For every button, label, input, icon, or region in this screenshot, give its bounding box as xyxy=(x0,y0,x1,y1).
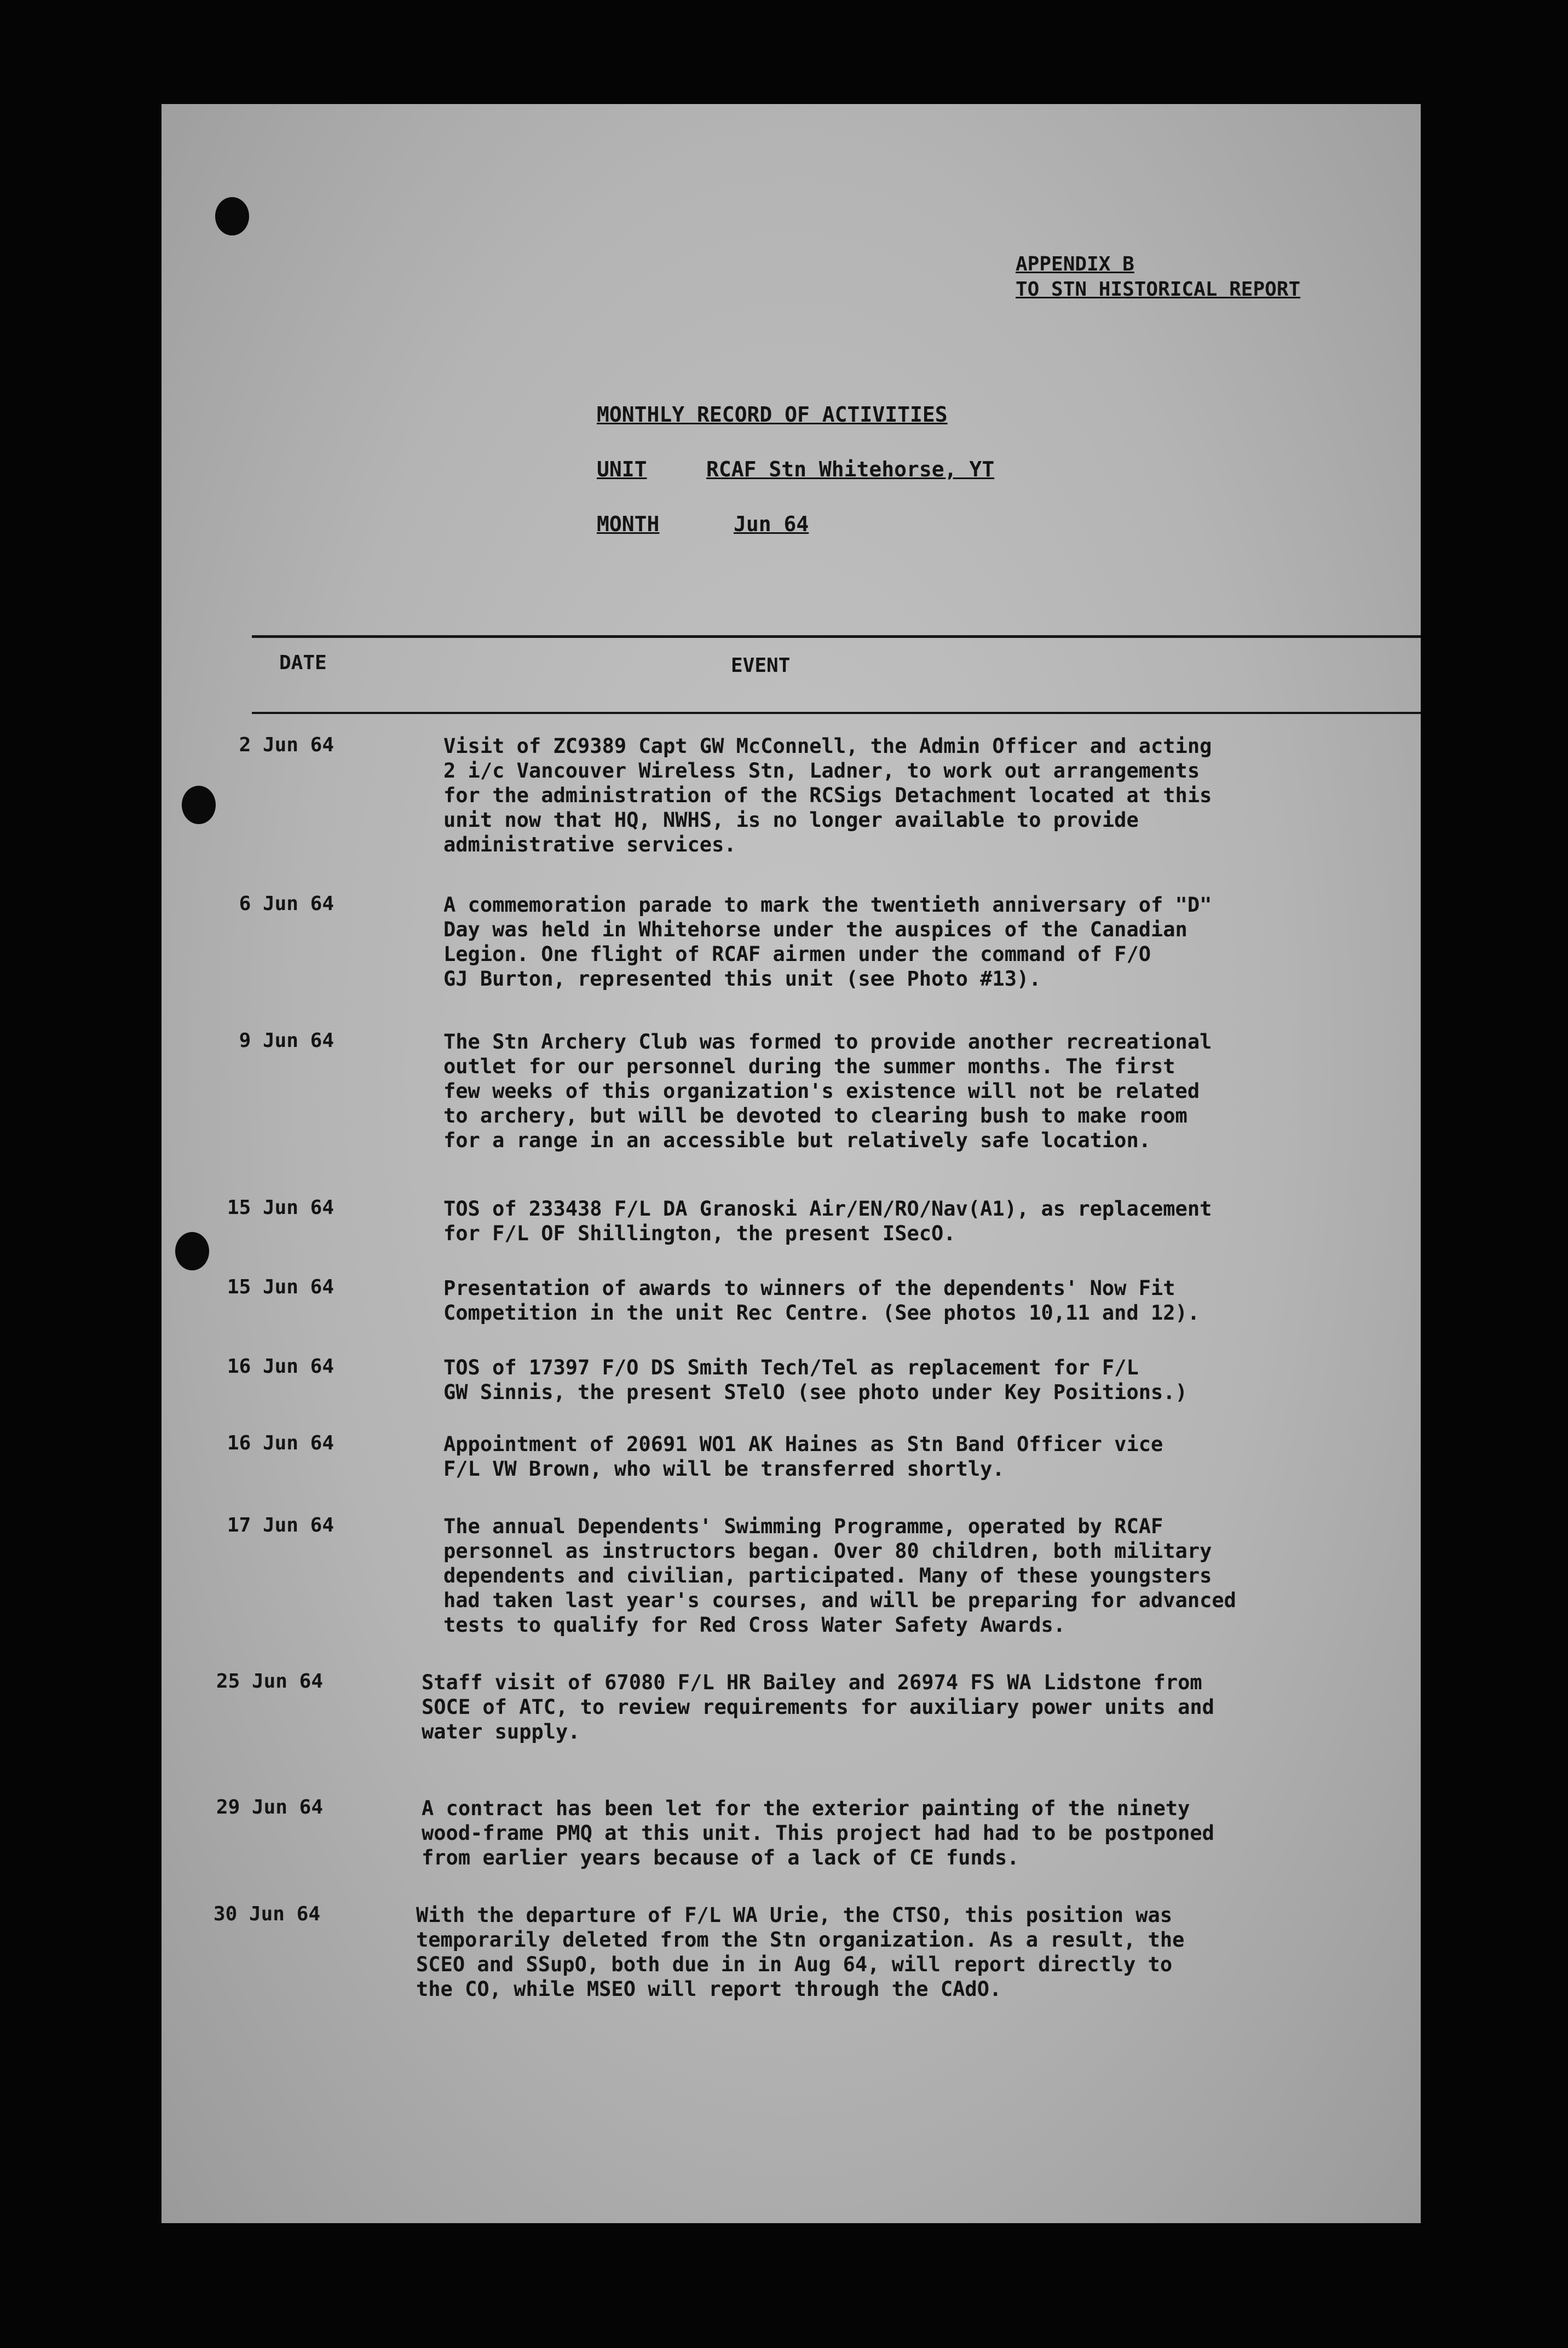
entry-event-line: wood-frame PMQ at this unit. This project had had to be postponed xyxy=(422,1821,1214,1845)
entry-event-line: TOS of 233438 F/L DA Granoski Air/EN/RO/Nav(A1), as replacement xyxy=(443,1197,1212,1221)
document-page xyxy=(162,104,1421,2223)
month-value: Jun 64 xyxy=(734,512,809,536)
entry-event-text xyxy=(422,1670,1421,1744)
month-label: MONTH xyxy=(597,512,660,536)
punch-hole-lower xyxy=(175,1232,209,1270)
entry-event-line: A contract has been let for the exterior painting of the ninety xyxy=(422,1797,1190,1820)
entry-event-line: GW Sinnis, the present STelO (see photo under Key Positions.) xyxy=(443,1380,1187,1404)
date-column-header: DATE xyxy=(279,652,327,674)
entry-event-text xyxy=(443,1029,1421,1153)
entry-event-line: for a range in an accessible but relatively safe location. xyxy=(443,1129,1151,1152)
table-top-rule xyxy=(252,635,1421,638)
entry-event-line: personnel as instructors began. Over 80 children, both military xyxy=(443,1539,1212,1563)
entry-event-line: the CO, while MSEO will report through the CAdO. xyxy=(416,1977,1002,2001)
entry-event-text xyxy=(443,1432,1421,1481)
punch-hole-top xyxy=(215,197,249,235)
entry-event-line: unit now that HQ, NWHS, is no longer available to provide xyxy=(443,808,1139,832)
event-column-header: EVENT xyxy=(731,654,791,677)
appendix-line-1: APPENDIX B xyxy=(1016,253,1134,275)
entry-event-line: The Stn Archery Club was formed to provide another recreational xyxy=(443,1030,1212,1054)
entry-event-text xyxy=(443,1276,1421,1325)
entry-event-line: The annual Dependents' Swimming Programme, operated by RCAF xyxy=(443,1515,1163,1538)
entry-date: 6 Jun 64 xyxy=(239,893,334,915)
entry-event-line: Competition in the unit Rec Centre. (See photos 10,11 and 12). xyxy=(443,1301,1200,1325)
entry-event-line: Legion. One flight of RCAF airmen under the command of F/O xyxy=(443,942,1151,966)
entry-event-line: for F/L OF Shillington, the present ISecO. xyxy=(443,1222,956,1245)
entry-event-line: With the departure of F/L WA Urie, the CTSO, this position was xyxy=(416,1903,1173,1927)
entry-event-text xyxy=(422,1796,1421,1870)
entry-event-line: Visit of ZC9389 Capt GW McConnell, the Admin Officer and acting xyxy=(443,734,1212,758)
entry-event-line: to archery, but will be devoted to clearing bush to make room xyxy=(443,1104,1187,1127)
entry-event-line: temporarily deleted from the Stn organization. As a result, the xyxy=(416,1928,1185,1952)
entry-event-line: SOCE of ATC, to review requirements for auxiliary power units and xyxy=(422,1695,1214,1719)
entry-date: 16 Jun 64 xyxy=(227,1355,334,1378)
entry-event-line: TOS of 17397 F/O DS Smith Tech/Tel as replacement for F/L xyxy=(443,1356,1139,1379)
entry-date: 17 Jun 64 xyxy=(227,1514,334,1536)
entry-date: 2 Jun 64 xyxy=(239,734,334,756)
table-header-rule xyxy=(252,712,1421,714)
entry-event-line: Appointment of 20691 WO1 AK Haines as Stn Band Officer vice xyxy=(443,1432,1163,1456)
appendix-reference xyxy=(1016,252,1300,302)
entry-event-line: A commemoration parade to mark the twentieth anniversary of "D" xyxy=(443,893,1212,917)
unit-line xyxy=(597,457,1051,481)
entry-date: 15 Jun 64 xyxy=(227,1276,334,1298)
entry-event-line: Day was held in Whitehorse under the auspices of the Canadian xyxy=(443,918,1187,941)
entry-event-line: outlet for our personnel during the summer months. The first xyxy=(443,1055,1175,1078)
entry-event-text xyxy=(443,1355,1421,1405)
entry-event-line: Staff visit of 67080 F/L HR Bailey and 26974 FS WA Lidstone from xyxy=(422,1671,1202,1694)
unit-label: UNIT xyxy=(597,457,647,481)
entry-event-line: tests to qualify for Red Cross Water Safety Awards. xyxy=(443,1613,1066,1637)
entry-event-line: Presentation of awards to winners of the dependents' Now Fit xyxy=(443,1276,1175,1300)
entry-date: 29 Jun 64 xyxy=(216,1796,323,1818)
entry-event-text xyxy=(443,893,1421,991)
appendix-line-2: TO STN HISTORICAL REPORT xyxy=(1016,278,1301,301)
entry-date: 25 Jun 64 xyxy=(216,1670,323,1693)
entry-event-line: F/L VW Brown, who will be transferred shortly. xyxy=(443,1457,1005,1481)
record-title-text: MONTHLY RECORD OF ACTIVITIES xyxy=(597,402,948,427)
entry-event-text xyxy=(443,1196,1421,1246)
entry-event-line: had taken last year's courses, and will be preparing for advanced xyxy=(443,1589,1236,1612)
entry-event-text xyxy=(443,734,1421,857)
entry-event-line: 2 i/c Vancouver Wireless Stn, Ladner, to work out arrangements xyxy=(443,759,1200,782)
entry-event-text xyxy=(443,1514,1421,1637)
entry-event-line: SCEO and SSupO, both due in in Aug 64, will report directly to xyxy=(416,1953,1173,1976)
entry-event-line: GJ Burton, represented this unit (see Photo #13). xyxy=(443,967,1041,991)
entry-event-line: few weeks of this organization's existence will not be related xyxy=(443,1079,1200,1103)
month-line xyxy=(597,512,1051,536)
punch-hole-middle xyxy=(182,786,216,824)
entry-event-line: dependents and civilian, participated. Many of these youngsters xyxy=(443,1564,1212,1587)
entry-date: 30 Jun 64 xyxy=(213,1903,320,1925)
entry-event-line: from earlier years because of a lack of CE funds. xyxy=(422,1846,1019,1869)
entry-date: 15 Jun 64 xyxy=(227,1196,334,1219)
entry-date: 9 Jun 64 xyxy=(239,1029,334,1052)
entry-event-line: water supply. xyxy=(422,1720,580,1743)
entry-event-text xyxy=(416,1903,1421,2001)
entry-date: 16 Jun 64 xyxy=(227,1432,334,1454)
unit-value: RCAF Stn Whitehorse, YT xyxy=(706,457,995,481)
entry-event-line: for the administration of the RCSigs Detachment located at this xyxy=(443,784,1212,807)
record-title xyxy=(597,402,948,427)
entry-event-line: administrative services. xyxy=(443,833,736,856)
